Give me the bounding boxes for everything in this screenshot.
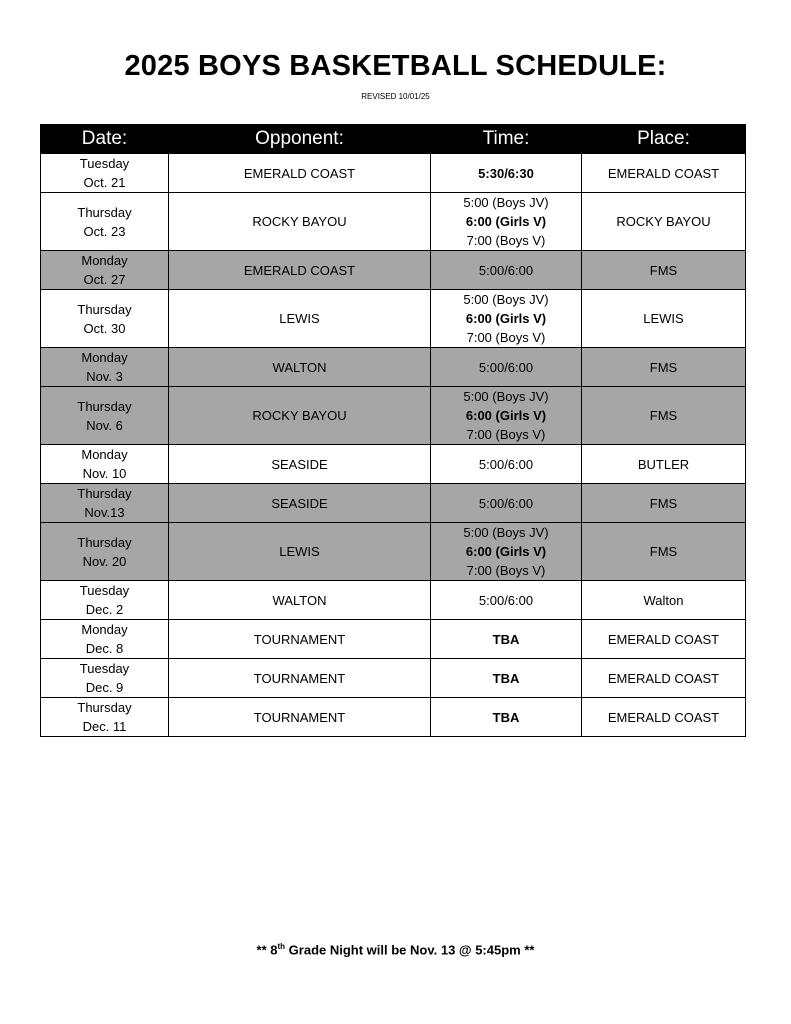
time-cell: 5:00/6:00 [431,484,582,523]
table-row [41,387,746,445]
table-row [41,659,746,698]
date-cell [41,348,169,387]
day-text: Thursday [77,700,132,715]
place-cell: EMERALD COAST [582,659,746,698]
opponent-cell: TOURNAMENT [169,620,431,659]
grade-night-note [0,942,791,957]
time-boys-v: 7:00 (Boys V) [466,563,546,578]
table-row [41,251,746,290]
table-row [41,348,746,387]
date-cell [41,620,169,659]
date-text: Oct. 30 [83,320,126,336]
place-cell: FMS [582,484,746,523]
place-cell: Walton [582,581,746,620]
place-cell: EMERALD COAST [582,698,746,737]
note-prefix: ** 8 [256,942,278,958]
table-row [41,290,746,348]
time-boys-jv: 5:00 (Boys JV) [463,525,549,540]
date-text: Dec. 2 [85,602,124,617]
date-text: Oct. 27 [83,272,126,287]
day-text: Tuesday [79,661,130,676]
time-cell [431,193,582,251]
table-row [41,484,746,523]
date-cell [41,290,169,348]
time-cell: TBA [431,620,582,659]
date-cell [41,659,169,698]
header-time: Time: [431,125,582,154]
table-row [41,581,746,620]
time-girls-v: 6:00 (Girls V) [465,408,547,423]
date-cell [41,698,169,737]
time-cell: 5:00/6:00 [431,348,582,387]
table-row [41,523,746,581]
opponent-cell: EMERALD COAST [169,154,431,193]
day-text: Monday [81,447,128,462]
time-cell: 5:00/6:00 [431,251,582,290]
place-cell: FMS [582,523,746,581]
time-cell: TBA [431,698,582,737]
table-row [41,620,746,659]
table-row [41,445,746,484]
place-cell: ROCKY BAYOU [582,193,746,251]
header-date: Date: [41,125,169,154]
note-text: Grade Night will be Nov. 13 @ 5:45pm ** [285,942,535,958]
opponent-cell: WALTON [169,348,431,387]
opponent-cell: TOURNAMENT [169,698,431,737]
time-boys-v: 7:00 (Boys V) [466,233,546,248]
date-text: Dec. 11 [82,719,127,734]
date-text: Nov. 20 [82,553,127,569]
place-cell: EMERALD COAST [582,620,746,659]
day-text: Monday [81,253,128,268]
day-text: Thursday [77,534,132,550]
opponent-cell: TOURNAMENT [169,659,431,698]
time-cell [431,523,582,581]
opponent-cell: EMERALD COAST [169,251,431,290]
place-cell: LEWIS [582,290,746,348]
date-cell [41,484,169,523]
day-text: Thursday [77,204,132,220]
place-cell: FMS [582,251,746,290]
time-cell: 5:00/6:00 [431,445,582,484]
date-cell [41,193,169,251]
table-row [41,193,746,251]
opponent-cell: ROCKY BAYOU [169,387,431,445]
day-text: Tuesday [79,156,130,171]
opponent-cell: ROCKY BAYOU [169,193,431,251]
time-girls-v: 6:00 (Girls V) [465,544,547,559]
date-text: Dec. 8 [85,641,124,656]
place-cell: FMS [582,348,746,387]
place-cell: BUTLER [582,445,746,484]
opponent-cell: LEWIS [169,290,431,348]
time-boys-jv: 5:00 (Boys JV) [463,292,549,307]
day-text: Tuesday [79,583,130,598]
date-text: Nov.13 [84,505,125,520]
table-row [41,698,746,737]
revised-date: REVISED 10/01/25 [361,92,430,101]
date-text: Nov. 6 [86,417,123,433]
date-cell [41,387,169,445]
time-boys-v: 7:00 (Boys V) [466,427,546,442]
header-place: Place: [582,125,746,154]
time-girls-v: 6:00 (Girls V) [465,311,547,326]
opponent-cell: SEASIDE [169,445,431,484]
day-text: Monday [81,350,128,365]
schedule-table [40,124,746,737]
day-text: Thursday [77,398,132,414]
time-cell [431,290,582,348]
date-text: Dec. 9 [85,680,124,695]
time-cell: TBA [431,659,582,698]
header-row [41,125,746,154]
time-boys-v: 7:00 (Boys V) [466,330,546,345]
time-cell: 5:30/6:30 [431,154,582,193]
header-opponent: Opponent: [169,125,431,154]
time-cell [431,387,582,445]
table-row [41,154,746,193]
date-text: Nov. 10 [82,466,127,481]
date-cell [41,523,169,581]
date-cell [41,154,169,193]
time-boys-jv: 5:00 (Boys JV) [463,195,549,210]
date-text: Nov. 3 [86,369,123,384]
note-superscript: th [277,942,286,951]
opponent-cell: SEASIDE [169,484,431,523]
date-cell [41,445,169,484]
date-text: Oct. 23 [83,223,126,239]
day-text: Thursday [77,301,132,317]
date-cell [41,581,169,620]
time-boys-jv: 5:00 (Boys JV) [463,389,549,404]
opponent-cell: WALTON [169,581,431,620]
time-girls-v: 6:00 (Girls V) [465,214,547,229]
place-cell: EMERALD COAST [582,154,746,193]
page-title: 2025 BOYS BASKETBALL SCHEDULE: [124,50,667,82]
date-cell [41,251,169,290]
day-text: Thursday [77,486,132,501]
day-text: Monday [81,622,128,637]
time-cell: 5:00/6:00 [431,581,582,620]
date-text: Oct. 21 [83,175,126,190]
place-cell: FMS [582,387,746,445]
opponent-cell: LEWIS [169,523,431,581]
